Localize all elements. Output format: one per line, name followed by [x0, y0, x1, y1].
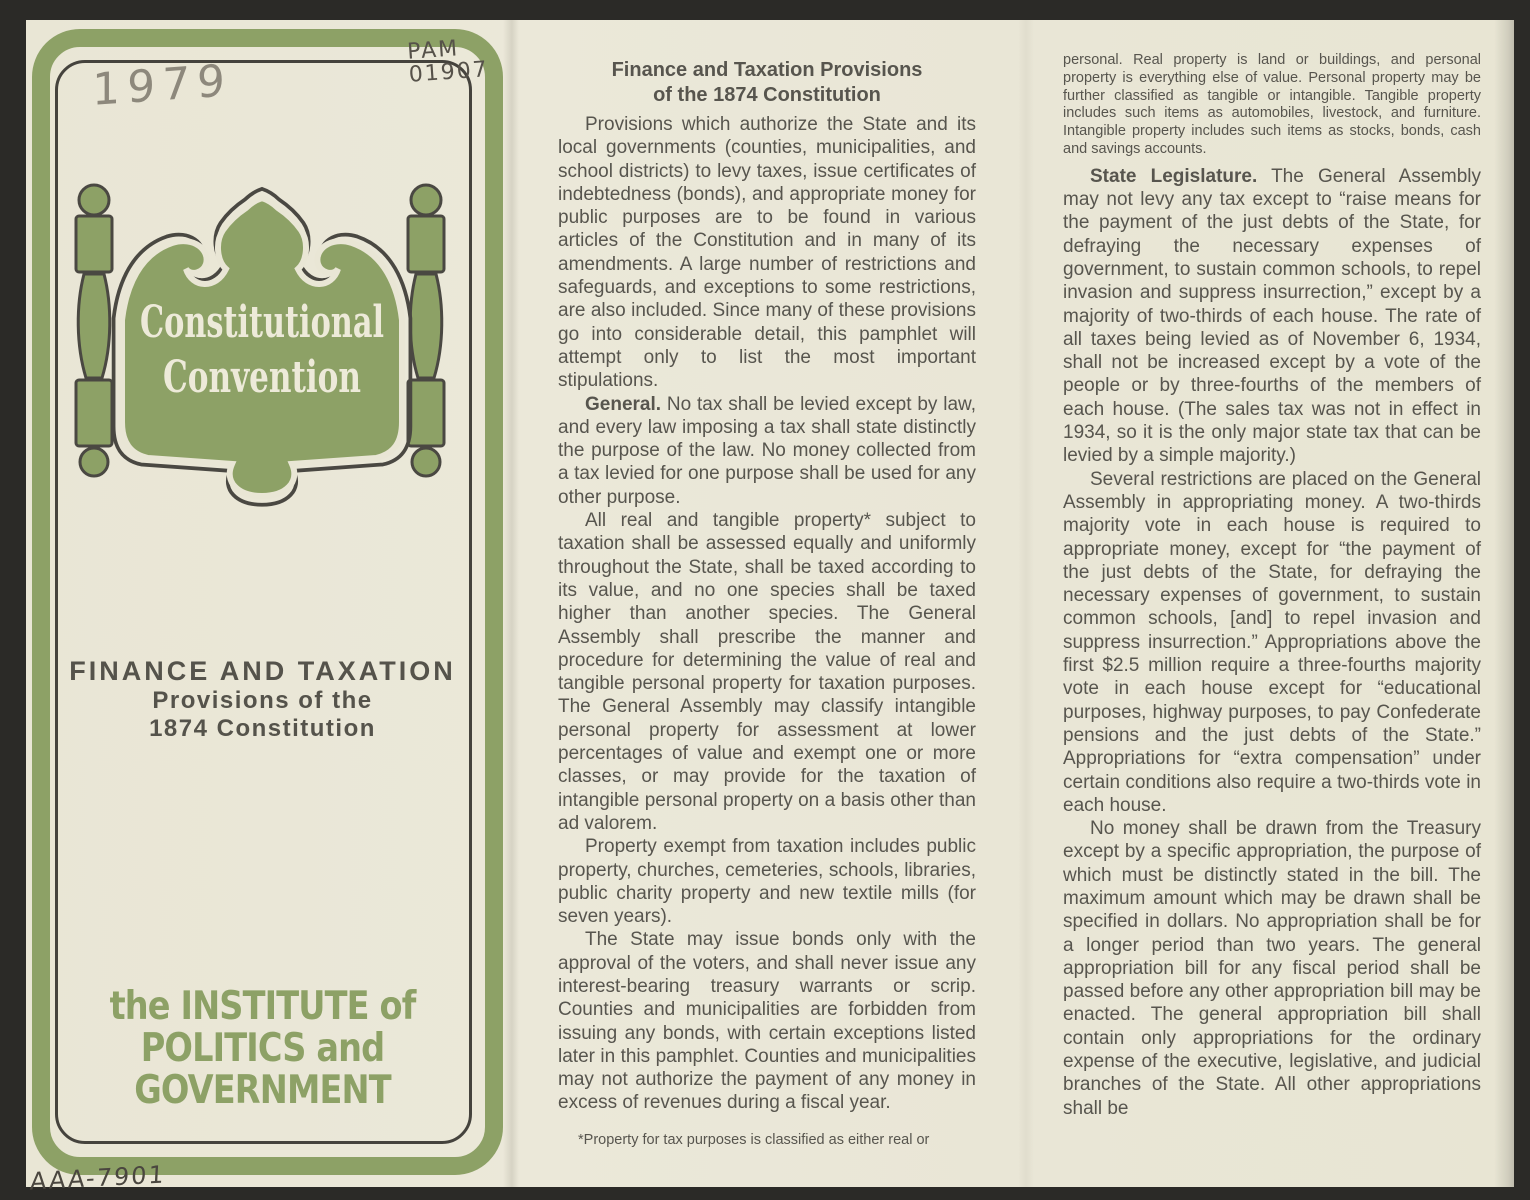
finance-taxation-page	[558, 58, 976, 1149]
org-line2: POLITICS and	[140, 1026, 385, 1071]
paragraph-appropriation-restrictions: Several restrictions are placed on the General Assembly in appropriating money. A two-thirds majority vote in each house is required to appropriate money, except for “the payment of the just debts of the State, for defraying the necessary expenses of government, to sustain common schools, [and] to repel invasion and suppress insurrection.” Appropriations above the first $2.5 million require a three-fourths majority vote in each house except for “educational purposes, highway purposes, to pay Confederate pensions and the just debts of the State.” Appropriations for “extra compensation” under certain conditions also require a two-thirds vote in each house.	[1063, 468, 1481, 816]
general-text: No tax shall be levied except by law, and every law imposing a tax shall state distinctly the purpose of the law. No money collected from a tax levied for one purpose shall be used for any other purpose.	[558, 393, 976, 508]
continuation-page	[1063, 52, 1481, 1120]
state-legislature-lead: State Legislature.	[1090, 165, 1258, 187]
general-lead: General.	[585, 393, 662, 415]
pam-stamp-line2: 01907	[408, 57, 490, 88]
institute-logotype	[88, 986, 436, 1112]
org-line3: GOVERNMENT	[134, 1068, 391, 1113]
paper-right-edge-shadow	[1494, 20, 1514, 1187]
paragraph-state-legislature	[1063, 165, 1481, 468]
handwritten-catalog-number: AAA-7901	[29, 1160, 167, 1196]
sign-post-left	[76, 185, 112, 476]
pam-stamp-line1: PAM	[406, 36, 460, 65]
tavern-sign-illustration	[60, 170, 460, 520]
handwritten-pam-stamp	[406, 35, 489, 86]
page-heading-line2: of the 1874 Constitution	[653, 84, 881, 106]
center-fold-crease	[1018, 20, 1034, 1187]
footnote-continuation: personal. Real property is land or buildings, and personal property is everything else of value. Personal property may be further classified as tangible or intangible. Tangible property includes such items as automobiles, livestock, and furniture. Intangible property includes such items as stocks, bonds, cash and savings accounts.	[1063, 52, 1481, 157]
pamphlet-paper	[26, 20, 1514, 1196]
footnote-property-classification: *Property for tax purposes is classified as either real or	[578, 1131, 930, 1148]
sign-text-line2: Convention	[163, 352, 361, 403]
cover-title-line1: FINANCE AND TAXATION	[69, 656, 456, 686]
handwritten-accession-number: 1979	[92, 55, 232, 116]
sign-post-right	[408, 185, 444, 476]
cover-title-block	[60, 655, 465, 743]
state-legislature-text: The General Assembly may not levy any tax except to “raise means for the payment of the just debts of the State, for defraying the necessary expenses of government, to sustain common schools, to repel invasion and suppress insurrection,” except by a majority of two-thirds of each house. The rate of all taxes being levied as of November 6, 1934, shall not be increased except by a vote of the people or by three-fourths of the members of each house. (The sales tax was not in effect in 1934, so it is the only major state tax that can be levied by a simple majority.)	[1063, 165, 1481, 467]
cover-title-line3: 1874 Constitution	[149, 715, 376, 742]
page-heading	[558, 58, 976, 108]
paragraph-property-assessment: All real and tangible property* subject to taxation shall be assessed equally and uniformly throughout the State, shall be taxed according to its value, and no one species shall be taxed higher than another species. The General Assembly shall prescribe the manner and procedure for determining the value of real and tangible personal property for taxation purposes. The General Assembly may classify intangible personal property for assessment at lower percentages of value and exempt one or more classes, or may provide for the taxation of intangible personal property on a basis other than ad valorem.	[558, 510, 976, 834]
paragraph-bonds: The State may issue bonds only with the approval of the voters, and shall never issue any interest-bearing treasury warrants or scrip. Counties and municipalities are forbidden from issuing any bonds, with certain exceptions listed later in this pamphlet. Counties and municipalities may not authorize the payment of any money in excess of revenues during a fiscal year.	[558, 929, 976, 1114]
page-heading-line1: Finance and Taxation Provisions	[611, 59, 923, 81]
cover-title-line2: Provisions of the	[152, 687, 373, 714]
paragraph-exempt-property: Property exempt from taxation includes public property, churches, cemeteries, schools, libraries, public charity property and new textile mills (for seven years).	[558, 836, 976, 928]
paragraph-treasury: No money shall be drawn from the Treasury except by a specific appropriation, the purpose of which must be distinctly stated in the bill. The maximum amount which may be drawn shall be specified in dollars. No appropriation shall be for a longer period than two years. The general appropriation bill for any fiscal period shall be passed before any other appropriation bill may be enacted. The general appropriation bill shall contain only appropriations for the ordinary expense of the executive, legislative, and judicial branches of the State. All other appropriations shall be	[1063, 818, 1481, 1119]
cover-fold-crease	[503, 20, 519, 1187]
paragraph-general	[558, 393, 976, 509]
sign-text-line1: Constitutional	[140, 297, 384, 348]
paragraph-provisions: Provisions which authorize the State and its local governments (counties, municipalities, and school districts) to levy taxes, issue certificates of indebtedness (bonds), and appropriate money for public purposes are to be found in various articles of the Constitution and in many of its amendments. A large number of restrictions and safeguards, and exceptions to some restrictions, are also included. Since many of these provisions go into considerable detail, this pamphlet will attempt only to list the most important stipulations.	[558, 114, 976, 392]
org-line1: the INSTITUTE of	[109, 984, 416, 1029]
